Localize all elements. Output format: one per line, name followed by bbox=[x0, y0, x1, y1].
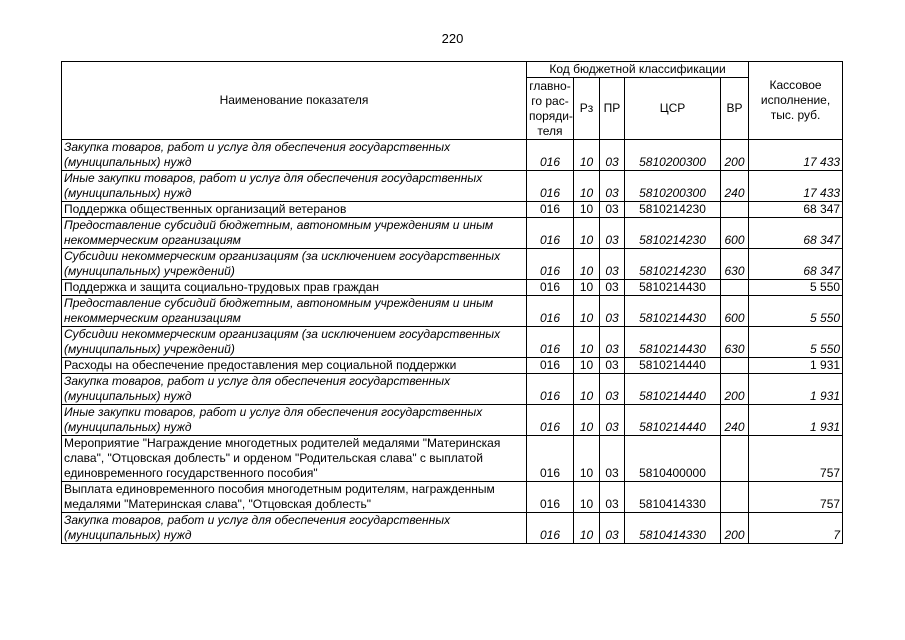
expense-type-code-cell: 630 bbox=[721, 327, 749, 358]
cash-execution-amount-cell: 5 550 bbox=[749, 296, 843, 327]
target-article-code-cell: 5810414330 bbox=[625, 482, 721, 513]
table-row bbox=[62, 405, 843, 436]
cash-execution-amount-cell: 5 550 bbox=[749, 327, 843, 358]
subsection-code-cell: 03 bbox=[600, 202, 625, 218]
table-row bbox=[62, 482, 843, 513]
section-code-cell: 10 bbox=[574, 436, 600, 482]
header-cash-execution: Кассовое исполнение, тыс. руб. bbox=[749, 62, 843, 140]
expense-type-code-cell: 200 bbox=[721, 374, 749, 405]
expense-type-code-cell bbox=[721, 436, 749, 482]
subsection-code-cell: 03 bbox=[600, 249, 625, 280]
indicator-name-cell: Закупка товаров, работ и услуг для обеспечения государственных (муниципальных) нужд bbox=[62, 140, 527, 171]
section-code-cell: 10 bbox=[574, 140, 600, 171]
subsection-code-cell: 03 bbox=[600, 140, 625, 171]
chief-administrator-code-cell: 016 bbox=[527, 140, 574, 171]
subsection-code-cell: 03 bbox=[600, 374, 625, 405]
table-row bbox=[62, 202, 843, 218]
chief-administrator-code-cell: 016 bbox=[527, 482, 574, 513]
indicator-name-cell: Иные закупки товаров, работ и услуг для обеспечения государственных (муниципальных) нужд bbox=[62, 171, 527, 202]
cash-execution-amount-cell: 5 550 bbox=[749, 280, 843, 296]
subsection-code-cell: 03 bbox=[600, 218, 625, 249]
table-row bbox=[62, 218, 843, 249]
budget-execution-table bbox=[61, 61, 843, 544]
chief-administrator-code-cell: 016 bbox=[527, 327, 574, 358]
expense-type-code-cell: 240 bbox=[721, 405, 749, 436]
subsection-code-cell: 03 bbox=[600, 436, 625, 482]
subsection-code-cell: 03 bbox=[600, 296, 625, 327]
indicator-name-cell: Иные закупки товаров, работ и услуг для обеспечения государственных (муниципальных) нужд bbox=[62, 405, 527, 436]
chief-administrator-code-cell: 016 bbox=[527, 218, 574, 249]
cash-execution-amount-cell: 17 433 bbox=[749, 140, 843, 171]
subsection-code-cell: 03 bbox=[600, 280, 625, 296]
expense-type-code-cell: 600 bbox=[721, 296, 749, 327]
subsection-code-cell: 03 bbox=[600, 405, 625, 436]
expense-type-code-cell bbox=[721, 482, 749, 513]
cash-execution-amount-cell: 7 bbox=[749, 513, 843, 544]
indicator-name-cell: Предоставление субсидий бюджетным, автономным учреждениям и иным некоммерческим организациям bbox=[62, 296, 527, 327]
section-code-cell: 10 bbox=[574, 358, 600, 374]
expense-type-code-cell: 200 bbox=[721, 513, 749, 544]
indicator-name-cell: Закупка товаров, работ и услуг для обеспечения государственных (муниципальных) нужд bbox=[62, 374, 527, 405]
chief-administrator-code-cell: 016 bbox=[527, 202, 574, 218]
target-article-code-cell: 5810214430 bbox=[625, 296, 721, 327]
section-code-cell: 10 bbox=[574, 482, 600, 513]
chief-administrator-code-cell: 016 bbox=[527, 513, 574, 544]
target-article-code-cell: 5810214230 bbox=[625, 202, 721, 218]
target-article-code-cell: 5810400000 bbox=[625, 436, 721, 482]
chief-administrator-code-cell: 016 bbox=[527, 280, 574, 296]
indicator-name-cell: Мероприятие "Награждение многодетных родителей медалями "Материнская слава", "Отцовская доблесть" и орденом "Родительская слава" с выплатой единовременного государственного пособия" bbox=[62, 436, 527, 482]
target-article-code-cell: 5810214230 bbox=[625, 218, 721, 249]
section-code-cell: 10 bbox=[574, 218, 600, 249]
cash-execution-amount-cell: 17 433 bbox=[749, 171, 843, 202]
subsection-code-cell: 03 bbox=[600, 358, 625, 374]
subsection-code-cell: 03 bbox=[600, 513, 625, 544]
target-article-code-cell: 5810214430 bbox=[625, 280, 721, 296]
chief-administrator-code-cell: 016 bbox=[527, 405, 574, 436]
chief-administrator-code-cell: 016 bbox=[527, 436, 574, 482]
chief-administrator-code-cell: 016 bbox=[527, 171, 574, 202]
expense-type-code-cell: 600 bbox=[721, 218, 749, 249]
table-row bbox=[62, 171, 843, 202]
indicator-name-cell: Выплата единовременного пособия многодетным родителям, награжденным медалями "Материнская слава", "Отцовская доблесть" bbox=[62, 482, 527, 513]
cash-execution-amount-cell: 68 347 bbox=[749, 249, 843, 280]
table-row bbox=[62, 436, 843, 482]
header-subsection: ПР bbox=[600, 78, 625, 140]
subsection-code-cell: 03 bbox=[600, 171, 625, 202]
table-row bbox=[62, 327, 843, 358]
target-article-code-cell: 5810214440 bbox=[625, 405, 721, 436]
header-section: Рз bbox=[574, 78, 600, 140]
chief-administrator-code-cell: 016 bbox=[527, 374, 574, 405]
cash-execution-amount-cell: 757 bbox=[749, 482, 843, 513]
expense-type-code-cell: 630 bbox=[721, 249, 749, 280]
cash-execution-amount-cell: 757 bbox=[749, 436, 843, 482]
target-article-code-cell: 5810200300 bbox=[625, 140, 721, 171]
indicator-name-cell: Поддержка общественных организаций ветеранов bbox=[62, 202, 527, 218]
table-row bbox=[62, 374, 843, 405]
section-code-cell: 10 bbox=[574, 327, 600, 358]
target-article-code-cell: 5810214440 bbox=[625, 358, 721, 374]
expense-type-code-cell: 240 bbox=[721, 171, 749, 202]
target-article-code-cell: 5810214230 bbox=[625, 249, 721, 280]
table-row bbox=[62, 358, 843, 374]
expense-type-code-cell bbox=[721, 280, 749, 296]
cash-execution-amount-cell: 1 931 bbox=[749, 405, 843, 436]
section-code-cell: 10 bbox=[574, 280, 600, 296]
target-article-code-cell: 5810214430 bbox=[625, 327, 721, 358]
cash-execution-amount-cell: 1 931 bbox=[749, 358, 843, 374]
header-chief-administrator: главно- го рас- поряди- теля bbox=[527, 78, 574, 140]
header-target-article: ЦСР bbox=[625, 78, 721, 140]
target-article-code-cell: 5810200300 bbox=[625, 171, 721, 202]
indicator-name-cell: Поддержка и защита социально-трудовых прав граждан bbox=[62, 280, 527, 296]
subsection-code-cell: 03 bbox=[600, 327, 625, 358]
expense-type-code-cell: 200 bbox=[721, 140, 749, 171]
chief-administrator-code-cell: 016 bbox=[527, 296, 574, 327]
header-budget-classification-code: Код бюджетной классификации bbox=[527, 62, 749, 78]
section-code-cell: 10 bbox=[574, 374, 600, 405]
indicator-name-cell: Закупка товаров, работ и услуг для обеспечения государственных (муниципальных) нужд bbox=[62, 513, 527, 544]
cash-execution-amount-cell: 68 347 bbox=[749, 202, 843, 218]
section-code-cell: 10 bbox=[574, 296, 600, 327]
table-row bbox=[62, 280, 843, 296]
indicator-name-cell: Субсидии некоммерческим организациям (за исключением государственных (муниципальных) учреждений) bbox=[62, 249, 527, 280]
target-article-code-cell: 5810414330 bbox=[625, 513, 721, 544]
expense-type-code-cell bbox=[721, 358, 749, 374]
cash-execution-amount-cell: 68 347 bbox=[749, 218, 843, 249]
chief-administrator-code-cell: 016 bbox=[527, 358, 574, 374]
indicator-name-cell: Субсидии некоммерческим организациям (за исключением государственных (муниципальных) учреждений) bbox=[62, 327, 527, 358]
section-code-cell: 10 bbox=[574, 249, 600, 280]
section-code-cell: 10 bbox=[574, 513, 600, 544]
header-indicator-name: Наименование показателя bbox=[62, 62, 527, 140]
table-row bbox=[62, 513, 843, 544]
table-row bbox=[62, 296, 843, 327]
chief-administrator-code-cell: 016 bbox=[527, 249, 574, 280]
indicator-name-cell: Предоставление субсидий бюджетным, автономным учреждениям и иным некоммерческим организациям bbox=[62, 218, 527, 249]
cash-execution-amount-cell: 1 931 bbox=[749, 374, 843, 405]
section-code-cell: 10 bbox=[574, 405, 600, 436]
indicator-name-cell: Расходы на обеспечение предоставления мер социальной поддержки bbox=[62, 358, 527, 374]
table-row bbox=[62, 249, 843, 280]
table-row bbox=[62, 140, 843, 171]
table-body bbox=[62, 140, 843, 544]
page-number: 220 bbox=[441, 31, 464, 46]
section-code-cell: 10 bbox=[574, 171, 600, 202]
subsection-code-cell: 03 bbox=[600, 482, 625, 513]
expense-type-code-cell bbox=[721, 202, 749, 218]
target-article-code-cell: 5810214440 bbox=[625, 374, 721, 405]
header-expense-type: ВР bbox=[721, 78, 749, 140]
section-code-cell: 10 bbox=[574, 202, 600, 218]
